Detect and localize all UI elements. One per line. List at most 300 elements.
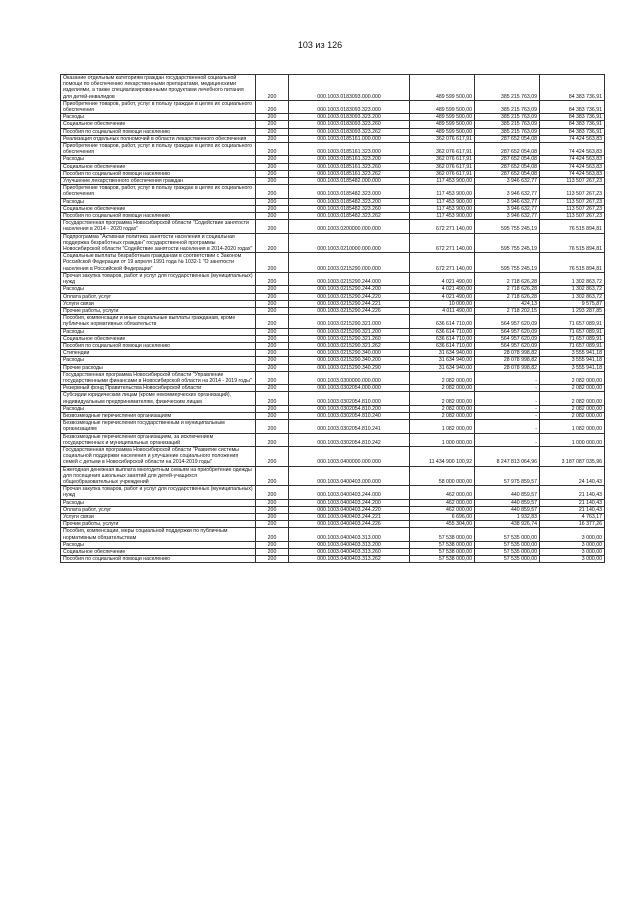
row-unexecuted-amount-cell: 1 302 863,72: [540, 293, 605, 300]
table-row: [61, 75, 605, 101]
row-executed-amount-cell: 595 755 245,19: [475, 233, 540, 253]
row-approved-amount-cell: 636 614 710,00: [410, 335, 475, 342]
row-classification-code-cell: 000.1003.0400403.000.000: [289, 466, 410, 486]
table-row: [61, 342, 605, 349]
row-code-cell: 200: [256, 143, 289, 156]
row-code-cell: 200: [256, 170, 289, 177]
row-classification-code-cell: 000.1003.0400403.313.260: [289, 549, 410, 556]
row-classification-code-cell: 000.1003.0183093.000.000: [289, 75, 410, 101]
row-approved-amount-cell: 117 453 900,00: [410, 178, 475, 185]
table-row: [61, 135, 605, 142]
row-approved-amount-cell: 6 696,00: [410, 514, 475, 521]
row-executed-amount-cell: 595 755 245,19: [475, 253, 540, 273]
row-code-cell: 200: [256, 128, 289, 135]
row-classification-code-cell: 000.1003.0300000.000.000: [289, 371, 410, 384]
row-approved-amount-cell: 636 614 710,00: [410, 315, 475, 328]
row-unexecuted-amount-cell: 84 383 736,91: [540, 121, 605, 128]
row-code-cell: 200: [256, 328, 289, 335]
row-classification-code-cell: 000.1003.0215290.340.000: [289, 350, 410, 357]
row-approved-amount-cell: 1 082 000,00: [410, 420, 475, 433]
row-classification-code-cell: 000.1003.0185482.323.262: [289, 213, 410, 220]
row-code-cell: 200: [256, 205, 289, 212]
row-classification-code-cell: 000.1003.0210000.000.000: [289, 233, 410, 253]
row-unexecuted-amount-cell: 1 293 287,85: [540, 307, 605, 314]
row-executed-amount-cell: 385 215 763,09: [475, 114, 540, 121]
row-classification-code-cell: 000.1003.0185161.323.260: [289, 163, 410, 170]
row-approved-amount-cell: 2 082 000,00: [410, 385, 475, 392]
row-classification-code-cell: 000.1003.0302054.000.000: [289, 385, 410, 392]
table-row: [61, 143, 605, 156]
row-name-cell: Государственная программа Новосибирской области "Управление государственными финансами в Новосибирской области на 2014 - 2019 годы": [61, 371, 256, 384]
row-unexecuted-amount-cell: 74 424 563,83: [540, 163, 605, 170]
row-name-cell: Реализация отдельных полномочий в области лекарственного обеспечения: [61, 135, 256, 142]
page-number: 103 из 126: [297, 40, 343, 50]
row-name-cell: Социальные выплаты безработным гражданам в соответствии с Законом Российской Федерации от 19 апреля 1991 года № 1032-1 "О занятости населения в Российской Федерации": [61, 253, 256, 273]
row-name-cell: Расходы: [61, 114, 256, 121]
row-unexecuted-amount-cell: 3 000,00: [540, 528, 605, 541]
table-row: [61, 205, 605, 212]
row-unexecuted-amount-cell: 2 082 000,00: [540, 385, 605, 392]
table-row: [61, 506, 605, 513]
row-unexecuted-amount-cell: 2 082 000,00: [540, 405, 605, 412]
row-name-cell: Пособия по социальной помощи населению: [61, 556, 256, 563]
row-executed-amount-cell: 2 718 202,15: [475, 307, 540, 314]
row-approved-amount-cell: 2 082 000,00: [410, 392, 475, 405]
row-approved-amount-cell: 1 000 000,00: [410, 433, 475, 446]
table-row: [61, 114, 605, 121]
row-name-cell: Государственная программа Новосибирской области "Содействие занятости населения в 2014 - 2020 годах": [61, 220, 256, 233]
row-approved-amount-cell: 57 538 000,00: [410, 528, 475, 541]
row-unexecuted-amount-cell: 3 000,00: [540, 541, 605, 548]
row-approved-amount-cell: 362 076 617,91: [410, 156, 475, 163]
row-unexecuted-amount-cell: 113 507 267,23: [540, 213, 605, 220]
row-approved-amount-cell: 672 271 140,00: [410, 220, 475, 233]
row-code-cell: 200: [256, 213, 289, 220]
table-row: [61, 357, 605, 364]
row-code-cell: 200: [256, 156, 289, 163]
row-code-cell: 200: [256, 335, 289, 342]
row-approved-amount-cell: 462 000,00: [410, 486, 475, 499]
row-code-cell: 200: [256, 466, 289, 486]
row-classification-code-cell: 000.1003.0400403.244.226: [289, 521, 410, 528]
row-unexecuted-amount-cell: 3 555 941,18: [540, 350, 605, 357]
row-name-cell: Социальное обеспечение: [61, 335, 256, 342]
row-classification-code-cell: 000.1003.0185482.323.000: [289, 185, 410, 198]
table-row: [61, 121, 605, 128]
row-name-cell: Пособия, компенсации, меры социальной поддержки по публичным нормативным обязательствам: [61, 528, 256, 541]
row-name-cell: Прочие работы, услуги: [61, 307, 256, 314]
row-name-cell: Социальное обеспечение: [61, 549, 256, 556]
row-classification-code-cell: 000.1003.0215290.244.220: [289, 293, 410, 300]
row-name-cell: Безвозмездные перечисления организациям: [61, 412, 256, 419]
row-approved-amount-cell: 2 082 000,00: [410, 371, 475, 384]
row-approved-amount-cell: 462 000,00: [410, 506, 475, 513]
row-name-cell: Безвозмездные перечисления государственным и муниципальным организациям: [61, 420, 256, 433]
row-name-cell: Прочая закупка товаров, работ и услуг для государственных (муниципальных) нужд: [61, 486, 256, 499]
table-row: [61, 272, 605, 285]
row-classification-code-cell: 000.1003.0302054.810.241: [289, 420, 410, 433]
row-approved-amount-cell: 636 614 710,00: [410, 342, 475, 349]
row-classification-code-cell: 000.1003.0185161.323.000: [289, 143, 410, 156]
row-executed-amount-cell: 440 859,57: [475, 499, 540, 506]
table-row: [61, 446, 605, 466]
row-executed-amount-cell: -: [475, 385, 540, 392]
row-code-cell: 200: [256, 371, 289, 384]
row-classification-code-cell: 000.1003.0302054.810.200: [289, 405, 410, 412]
table-row: [61, 514, 605, 521]
row-name-cell: Улучшение лекарственного обеспечения граждан: [61, 178, 256, 185]
table-row: [61, 170, 605, 177]
row-name-cell: Приобретение товаров, работ, услуг в пользу граждан в целях их социального обеспечения: [61, 143, 256, 156]
row-name-cell: Расходы: [61, 541, 256, 548]
table-row: [61, 499, 605, 506]
row-unexecuted-amount-cell: 84 383 736,91: [540, 128, 605, 135]
row-executed-amount-cell: 3 946 632,77: [475, 198, 540, 205]
table-row: [61, 433, 605, 446]
row-code-cell: 200: [256, 178, 289, 185]
row-approved-amount-cell: 489 599 500,00: [410, 121, 475, 128]
row-unexecuted-amount-cell: 113 507 267,23: [540, 205, 605, 212]
row-approved-amount-cell: 57 538 000,00: [410, 541, 475, 548]
table-row: [61, 521, 605, 528]
row-approved-amount-cell: 31 634 940,00: [410, 350, 475, 357]
row-code-cell: 200: [256, 100, 289, 113]
row-classification-code-cell: 000.1003.0215290.244.221: [289, 300, 410, 307]
row-name-cell: Социальное обеспечение: [61, 121, 256, 128]
row-code-cell: 200: [256, 549, 289, 556]
row-name-cell: Прочие работы, услуги: [61, 521, 256, 528]
row-code-cell: 200: [256, 253, 289, 273]
row-approved-amount-cell: 57 538 000,00: [410, 549, 475, 556]
row-executed-amount-cell: 57 535 000,00: [475, 556, 540, 563]
row-approved-amount-cell: 2 082 000,00: [410, 412, 475, 419]
row-approved-amount-cell: 489 599 500,00: [410, 128, 475, 135]
row-executed-amount-cell: 2 718 626,28: [475, 293, 540, 300]
table-row: [61, 286, 605, 293]
row-code-cell: 200: [256, 114, 289, 121]
table-row: [61, 198, 605, 205]
row-unexecuted-amount-cell: 9 575,87: [540, 300, 605, 307]
row-unexecuted-amount-cell: 1 000 000,00: [540, 433, 605, 446]
row-classification-code-cell: 000.1003.0400403.244.000: [289, 486, 410, 499]
row-name-cell: Пособия по социальной помощи населению: [61, 128, 256, 135]
row-code-cell: 200: [256, 405, 289, 412]
row-name-cell: Приобретение товаров, работ, услуг в пользу граждан в целях их социального обеспечения: [61, 100, 256, 113]
row-code-cell: 200: [256, 198, 289, 205]
table-row: [61, 486, 605, 499]
row-name-cell: Услуги связи: [61, 514, 256, 521]
row-unexecuted-amount-cell: 24 140,43: [540, 466, 605, 486]
row-unexecuted-amount-cell: 3 555 941,18: [540, 364, 605, 371]
table-row: [61, 385, 605, 392]
row-name-cell: Стипендии: [61, 350, 256, 357]
row-classification-code-cell: 000.1003.0185482.323.260: [289, 205, 410, 212]
row-executed-amount-cell: 28 078 998,82: [475, 350, 540, 357]
row-classification-code-cell: 000.1003.0215290.321.200: [289, 328, 410, 335]
row-unexecuted-amount-cell: 71 657 089,91: [540, 335, 605, 342]
row-approved-amount-cell: 362 076 617,91: [410, 143, 475, 156]
row-name-cell: Социальное обеспечение: [61, 205, 256, 212]
row-classification-code-cell: 000.1003.0185161.323.200: [289, 156, 410, 163]
row-unexecuted-amount-cell: 21 140,43: [540, 499, 605, 506]
row-approved-amount-cell: 462 000,00: [410, 499, 475, 506]
row-code-cell: 200: [256, 286, 289, 293]
row-unexecuted-amount-cell: 84 383 736,91: [540, 75, 605, 101]
row-approved-amount-cell: 4 021 490,00: [410, 272, 475, 285]
row-unexecuted-amount-cell: 113 507 267,23: [540, 185, 605, 198]
row-classification-code-cell: 000.1003.0215290.321.000: [289, 315, 410, 328]
row-executed-amount-cell: 287 652 054,08: [475, 170, 540, 177]
row-code-cell: 200: [256, 135, 289, 142]
row-classification-code-cell: 000.1003.0185482.323.200: [289, 198, 410, 205]
row-name-cell: Резервный фонд Правительства Новосибирской области: [61, 385, 256, 392]
row-classification-code-cell: 000.1003.0400403.313.262: [289, 556, 410, 563]
table-body: [61, 75, 605, 563]
table-row: [61, 213, 605, 220]
row-name-cell: Пособия по социальной помощи населению: [61, 170, 256, 177]
row-executed-amount-cell: 438 926,74: [475, 521, 540, 528]
row-code-cell: 200: [256, 486, 289, 499]
row-name-cell: Пособия, компенсации и иные социальные выплаты гражданам, кроме публичных нормативных обязательств: [61, 315, 256, 328]
row-unexecuted-amount-cell: 74 424 563,83: [540, 135, 605, 142]
table-row: [61, 549, 605, 556]
row-unexecuted-amount-cell: 71 657 089,91: [540, 342, 605, 349]
table-row: [61, 528, 605, 541]
row-code-cell: 200: [256, 342, 289, 349]
row-executed-amount-cell: -: [475, 433, 540, 446]
row-unexecuted-amount-cell: 2 082 000,00: [540, 412, 605, 419]
row-name-cell: Прочая закупка товаров, работ и услуг для государственных (муниципальных) нужд: [61, 272, 256, 285]
row-unexecuted-amount-cell: 74 424 563,83: [540, 170, 605, 177]
row-approved-amount-cell: 455 304,00: [410, 521, 475, 528]
row-approved-amount-cell: 58 000 000,00: [410, 466, 475, 486]
table-row: [61, 307, 605, 314]
row-unexecuted-amount-cell: 3 187 087 035,96: [540, 446, 605, 466]
row-code-cell: 200: [256, 272, 289, 285]
row-name-cell: Расходы: [61, 286, 256, 293]
row-executed-amount-cell: 2 718 626,28: [475, 286, 540, 293]
row-executed-amount-cell: 57 975 859,57: [475, 466, 540, 486]
row-unexecuted-amount-cell: 84 383 736,91: [540, 114, 605, 121]
row-name-cell: Расходы: [61, 499, 256, 506]
row-executed-amount-cell: 564 957 620,09: [475, 335, 540, 342]
row-classification-code-cell: 000.1003.0183093.323.200: [289, 114, 410, 121]
row-approved-amount-cell: 11 434 900 100,92: [410, 446, 475, 466]
row-unexecuted-amount-cell: 76 515 894,81: [540, 233, 605, 253]
row-unexecuted-amount-cell: 1 082 000,00: [540, 420, 605, 433]
row-executed-amount-cell: 3 946 632,77: [475, 178, 540, 185]
row-classification-code-cell: 000.1003.0183093.323.000: [289, 100, 410, 113]
row-classification-code-cell: 000.1003.0400403.244.221: [289, 514, 410, 521]
row-unexecuted-amount-cell: 3 000,00: [540, 556, 605, 563]
row-approved-amount-cell: 31 634 940,00: [410, 357, 475, 364]
row-executed-amount-cell: -: [475, 405, 540, 412]
table-row: [61, 556, 605, 563]
row-executed-amount-cell: 385 215 763,09: [475, 121, 540, 128]
row-unexecuted-amount-cell: 113 507 267,23: [540, 198, 605, 205]
row-unexecuted-amount-cell: 16 377,26: [540, 521, 605, 528]
row-code-cell: 200: [256, 433, 289, 446]
row-code-cell: 200: [256, 499, 289, 506]
row-executed-amount-cell: 385 215 763,09: [475, 75, 540, 101]
table-row: [61, 315, 605, 328]
row-classification-code-cell: 000.1003.0400403.244.220: [289, 506, 410, 513]
row-classification-code-cell: 000.1003.0215290.321.260: [289, 335, 410, 342]
row-code-cell: 200: [256, 541, 289, 548]
row-classification-code-cell: 000.1003.0200000.000.000: [289, 220, 410, 233]
row-unexecuted-amount-cell: 76 515 894,81: [540, 253, 605, 273]
row-classification-code-cell: 000.1003.0185161.323.262: [289, 170, 410, 177]
table-row: [61, 300, 605, 307]
table-row: [61, 100, 605, 113]
row-code-cell: 200: [256, 514, 289, 521]
row-approved-amount-cell: 489 599 500,00: [410, 100, 475, 113]
row-code-cell: 200: [256, 307, 289, 314]
table-row: [61, 371, 605, 384]
row-name-cell: Государственная программа Новосибирской области "Развитие системы социальной поддержки населения и улучшение социального положения семей с детьми в Новосибирской области на 2014-2019 годы": [61, 446, 256, 466]
row-executed-amount-cell: 564 957 620,09: [475, 342, 540, 349]
row-name-cell: Подпрограмма "Активная политика занятости населения и социальная поддержка безработных граждан" государственной программы Новосибирской области "Содействие занятости населения в 2014-2020 годах": [61, 233, 256, 253]
row-approved-amount-cell: 4 011 490,00: [410, 307, 475, 314]
row-classification-code-cell: 000.1003.0185482.000.000: [289, 178, 410, 185]
row-name-cell: Расходы: [61, 405, 256, 412]
row-classification-code-cell: 000.1003.0215290.340.200: [289, 357, 410, 364]
row-approved-amount-cell: 489 599 500,00: [410, 114, 475, 121]
table-row: [61, 392, 605, 405]
row-name-cell: Ежегодная денежная выплата многодетным семьям на приобретение одежды для посещения школьных занятий для детей-учащихся общеобразовательных учреждений: [61, 466, 256, 486]
row-code-cell: 200: [256, 392, 289, 405]
row-executed-amount-cell: 595 755 245,19: [475, 220, 540, 233]
row-executed-amount-cell: 440 859,57: [475, 486, 540, 499]
row-approved-amount-cell: 489 599 500,00: [410, 75, 475, 101]
row-executed-amount-cell: 8 247 813 064,96: [475, 446, 540, 466]
table-row: [61, 178, 605, 185]
row-unexecuted-amount-cell: 21 140,43: [540, 506, 605, 513]
row-name-cell: Пособия по социальной помощи населению: [61, 213, 256, 220]
row-code-cell: 200: [256, 185, 289, 198]
row-code-cell: 200: [256, 357, 289, 364]
row-executed-amount-cell: 424,13: [475, 300, 540, 307]
row-approved-amount-cell: 636 614 710,00: [410, 328, 475, 335]
row-classification-code-cell: 000.1003.0302054.810.242: [289, 433, 410, 446]
row-executed-amount-cell: 28 078 998,82: [475, 357, 540, 364]
row-classification-code-cell: 000.1003.0215290.244.226: [289, 307, 410, 314]
row-code-cell: 200: [256, 506, 289, 513]
row-executed-amount-cell: 287 652 054,08: [475, 156, 540, 163]
row-executed-amount-cell: 385 215 763,09: [475, 128, 540, 135]
table-row: [61, 128, 605, 135]
row-name-cell: Субсидии юридическим лицам (кроме некоммерческих организаций), индивидуальным предпринимателям, физическим лицам: [61, 392, 256, 405]
row-code-cell: 200: [256, 446, 289, 466]
row-executed-amount-cell: 57 535 000,00: [475, 528, 540, 541]
row-name-cell: Оплата работ, услуг: [61, 293, 256, 300]
row-executed-amount-cell: -: [475, 412, 540, 419]
row-unexecuted-amount-cell: 1 302 863,72: [540, 272, 605, 285]
row-code-cell: 200: [256, 293, 289, 300]
row-approved-amount-cell: 362 076 617,91: [410, 170, 475, 177]
row-executed-amount-cell: 287 652 054,08: [475, 163, 540, 170]
row-name-cell: Расходы: [61, 328, 256, 335]
row-approved-amount-cell: 31 634 940,00: [410, 364, 475, 371]
row-executed-amount-cell: 3 946 632,77: [475, 205, 540, 212]
row-executed-amount-cell: 385 215 763,09: [475, 100, 540, 113]
row-code-cell: 200: [256, 521, 289, 528]
row-classification-code-cell: 000.1003.0302054.810.240: [289, 412, 410, 419]
row-approved-amount-cell: 10 000,00: [410, 300, 475, 307]
row-code-cell: 200: [256, 121, 289, 128]
table-row: [61, 328, 605, 335]
table-row: [61, 405, 605, 412]
row-classification-code-cell: 000.1003.0400403.313.200: [289, 541, 410, 548]
row-unexecuted-amount-cell: 21 140,43: [540, 486, 605, 499]
row-executed-amount-cell: 287 652 054,08: [475, 135, 540, 142]
table-row: [61, 220, 605, 233]
row-approved-amount-cell: 117 453 900,00: [410, 205, 475, 212]
row-name-cell: Услуги связи: [61, 300, 256, 307]
row-unexecuted-amount-cell: 2 082 000,00: [540, 371, 605, 384]
table-row: [61, 156, 605, 163]
row-unexecuted-amount-cell: 74 424 563,83: [540, 156, 605, 163]
row-classification-code-cell: 000.1003.0183093.323.262: [289, 128, 410, 135]
row-code-cell: 200: [256, 556, 289, 563]
row-classification-code-cell: 000.1003.0215290.321.262: [289, 342, 410, 349]
row-executed-amount-cell: -: [475, 420, 540, 433]
row-executed-amount-cell: 3 946 632,77: [475, 213, 540, 220]
row-unexecuted-amount-cell: 71 657 089,91: [540, 328, 605, 335]
row-code-cell: 200: [256, 75, 289, 101]
row-classification-code-cell: 000.1003.0400403.313.000: [289, 528, 410, 541]
table-row: [61, 335, 605, 342]
row-classification-code-cell: 000.1003.0302054.810.000: [289, 392, 410, 405]
row-approved-amount-cell: 4 021 490,00: [410, 293, 475, 300]
row-classification-code-cell: 000.1003.0215290.340.290: [289, 364, 410, 371]
row-unexecuted-amount-cell: 1 302 863,72: [540, 286, 605, 293]
row-classification-code-cell: 000.1003.0400000.000.000: [289, 446, 410, 466]
row-classification-code-cell: 000.1003.0215290.244.000: [289, 272, 410, 285]
row-name-cell: Оказание отдельным категориям граждан государственной социальной помощи по обеспечению лекарственными препаратами, медицинскими изделиями, а также специализированными продуктами лечебного питания для детей-инвалидов: [61, 75, 256, 101]
row-approved-amount-cell: 672 271 140,00: [410, 253, 475, 273]
row-executed-amount-cell: -: [475, 371, 540, 384]
row-classification-code-cell: 000.1003.0183093.323.260: [289, 121, 410, 128]
row-classification-code-cell: 000.1003.0215290.000.000: [289, 253, 410, 273]
row-code-cell: 200: [256, 315, 289, 328]
row-approved-amount-cell: 4 021 490,00: [410, 286, 475, 293]
row-name-cell: Расходы: [61, 198, 256, 205]
row-executed-amount-cell: 564 957 620,09: [475, 328, 540, 335]
row-approved-amount-cell: 117 453 900,00: [410, 185, 475, 198]
table-row: [61, 541, 605, 548]
row-name-cell: Пособия по социальной помощи населению: [61, 342, 256, 349]
table-row: [61, 466, 605, 486]
row-approved-amount-cell: 57 538 000,00: [410, 556, 475, 563]
row-executed-amount-cell: 287 652 054,08: [475, 143, 540, 156]
row-classification-code-cell: 000.1003.0185161.000.000: [289, 135, 410, 142]
row-executed-amount-cell: 440 859,57: [475, 506, 540, 513]
row-code-cell: 200: [256, 350, 289, 357]
row-code-cell: 200: [256, 233, 289, 253]
row-code-cell: 200: [256, 528, 289, 541]
row-code-cell: 200: [256, 300, 289, 307]
table-row: [61, 185, 605, 198]
row-name-cell: Социальное обеспечение: [61, 163, 256, 170]
row-approved-amount-cell: 672 271 140,00: [410, 233, 475, 253]
row-approved-amount-cell: 2 082 000,00: [410, 405, 475, 412]
table-row: [61, 253, 605, 273]
row-code-cell: 200: [256, 385, 289, 392]
row-executed-amount-cell: 57 535 000,00: [475, 541, 540, 548]
row-name-cell: Оплата работ, услуг: [61, 506, 256, 513]
row-name-cell: Приобретение товаров, работ, услуг в пользу граждан в целях их социального обеспечения: [61, 185, 256, 198]
